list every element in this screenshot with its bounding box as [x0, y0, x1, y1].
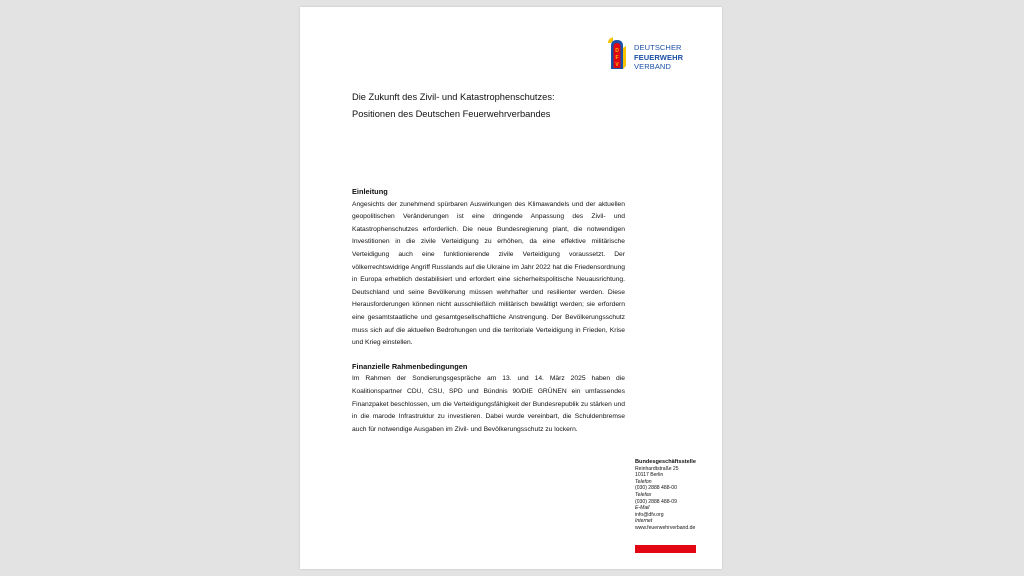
- address-city: 10117 Berlin: [635, 472, 664, 479]
- document-body: [352, 186, 625, 436]
- address-heading: Bundesgeschäftsstelle: [635, 459, 696, 465]
- footer-red-bar: [635, 545, 696, 553]
- address-email: info@dfv.org: [635, 511, 664, 518]
- section-heading-einleitung: Einleitung: [352, 187, 388, 196]
- section-text-einleitung: Angesichts der zunehmend spürbaren Auswirkungen des Klimawandels und der aktuellen geopolitischen Veränderungen ist eine dringende Anpassung des Zivil- und Katastrophenschutzes erforderlich. Die neue Bundesregierung plant, die notwendigen Investitionen in die zivile Verteidigung zu erhöhen, da eine effektive militärische Verteidigung auch eine funktionierende zivile Verteidigung voraussetzt. Der völkerrechtswidrige Angriff Russlands auf die Ukraine im Jahr 2022 hat die Friedensordnung in Europa erheblich destabilisiert und erfordert eine sicherheitspolitische Neuausrichtung. Deutschland und seine Bevölkerung müssen wehrhafter und resilienter werden. Diese Herausforderungen können nicht ausschließlich militärisch bewältigt werden; sie erfordern eine gesamtstaatliche und gesamtgesellschaftliche Anstrengung. Der Bevölkerungsschutz muss sich auf die aktuellen Bedrohungen und die territoriale Verteidigung in Frieden, Krise und Krieg einstellen.: [352, 200, 625, 347]
- address-phone: (030) 2888 488-00: [635, 485, 677, 492]
- dfv-logo: [605, 31, 700, 75]
- emblem-letter-d: D: [615, 48, 619, 54]
- address-fax: (030) 2888 488-09: [635, 498, 677, 505]
- title-line-2: Positionen des Deutschen Feuerwehrverbandes: [352, 108, 551, 119]
- address-email-label: E-Mail: [635, 505, 650, 512]
- title-line-1: Die Zukunft des Zivil- und Katastrophenschutzes:: [352, 92, 555, 102]
- section-text-finanzen: Im Rahmen der Sondierungsgespräche am 13. und 14. März 2025 haben die Koalitionspartner CDU, CSU, SPD und Bündnis 90/DIE GRÜNEN ein umfassendes Finanzpaket beschlossen, um die Verteidigungsfähigkeit der Bundesrepublik zu stärken und in die marode Infrastruktur zu investieren. Dabei wurde vereinbart, die Schuldenbremse auch für notwendige Ausgaben im Zivil- und Bevölkerungsschutz zu lockern.: [352, 375, 625, 433]
- logo-line-1: DEUTSCHER: [634, 43, 682, 52]
- address-fax-label: Telefax: [635, 491, 652, 498]
- dfv-emblem-icon: [605, 36, 629, 70]
- address-block: [635, 459, 715, 532]
- address-phone-label: Telefon: [635, 478, 652, 485]
- emblem-letter-f: F: [615, 55, 619, 61]
- logo-wordmark: [634, 43, 683, 72]
- logo-line-2: FEUERWEHR: [634, 52, 684, 62]
- logo-line-3: VERBAND: [634, 62, 671, 71]
- address-web-label: Internet: [635, 518, 653, 525]
- address-street: Reinhardtstraße 25: [635, 465, 679, 472]
- document-page: [300, 7, 722, 569]
- emblem-letter-v: V: [615, 62, 619, 68]
- address-web: www.feuerwehrverband.de: [635, 524, 696, 531]
- document-title: [352, 89, 652, 122]
- section-heading-finanzen: Finanzielle Rahmenbedingungen: [352, 361, 468, 371]
